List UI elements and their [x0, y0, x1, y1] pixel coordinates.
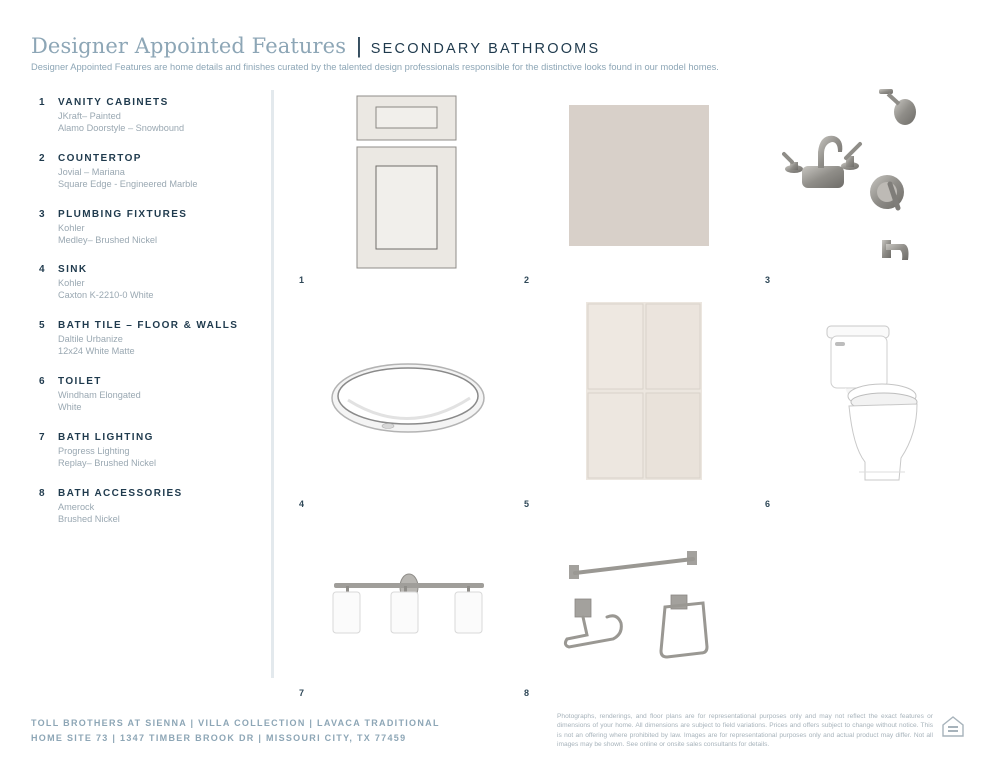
feature-item: [39, 488, 264, 544]
sink-image: [330, 360, 486, 440]
countertop-swatch-image: [569, 105, 709, 246]
equal-housing-opportunity-icon: [941, 714, 965, 738]
footer-line-address: HOME SITE 73 | 1347 TIMBER BROOK DR | MISSOURI CITY, TX 77459: [31, 732, 407, 743]
feature-detail: Jovial – Mariana: [58, 166, 125, 177]
features-list: [39, 97, 264, 543]
footer-disclaimer: Photographs, renderings, and floor plans are for representational purposes only and may not reflect the exact features or dimensions of your home. All dimensions are subject to field variations. Prices and offers subject to change without notice. This is not an offering where prohibited by law. Images are for representational purposes only and actual product may differ. Not all images may be shown. See online or onsite sales consultants for details.: [557, 713, 933, 749]
feature-title: VANITY CABINETS: [58, 97, 169, 108]
footer-community-info: [31, 716, 440, 745]
feature-detail: Amerock: [58, 501, 95, 512]
feature-detail: Kohler: [58, 278, 85, 289]
feature-number: 5: [39, 320, 46, 332]
feature-item: [39, 432, 264, 488]
feature-title: BATH TILE – FLOOR & WALLS: [58, 320, 239, 332]
image-number: 2: [524, 275, 530, 285]
feature-detail: JKraft– Painted: [58, 111, 121, 121]
feature-number: 1: [39, 97, 46, 108]
title-separator: |: [356, 33, 362, 58]
image-number: 7: [299, 688, 305, 698]
image-number: 6: [765, 499, 771, 509]
feature-number: 8: [39, 487, 46, 499]
bath-tile-image: [586, 302, 702, 480]
bath-lighting-image: [330, 573, 486, 637]
feature-item: [39, 97, 264, 153]
feature-number: 2: [39, 152, 46, 164]
intro-text: Designer Appointed Features are home details and finishes curated by the talented design professionals responsible for the distinctive looks found in our model homes.: [31, 62, 719, 72]
feature-title: COUNTERTOP: [58, 152, 142, 164]
image-number: 3: [765, 275, 771, 285]
feature-title: BATH ACCESSORIES: [58, 487, 183, 499]
feature-detail: White: [58, 401, 82, 412]
feature-detail: Medley– Brushed Nickel: [58, 234, 158, 245]
image-number: 1: [299, 275, 305, 285]
feature-number: 6: [39, 375, 46, 387]
feature-item: [39, 264, 264, 320]
feature-title: PLUMBING FIXTURES: [58, 208, 188, 220]
feature-title: BATH LIGHTING: [58, 431, 154, 443]
feature-number: 3: [39, 208, 46, 220]
feature-item: [39, 153, 264, 209]
image-number: 5: [524, 499, 530, 509]
feature-title: SINK: [58, 264, 88, 276]
toilet-image: [825, 322, 920, 484]
feature-item: [39, 376, 264, 432]
bath-accessories-image: [563, 549, 711, 661]
page-title: Designer Appointed Features: [31, 34, 347, 58]
feature-detail: Brushed Nickel: [58, 513, 120, 524]
feature-detail: Windham Elongated: [58, 389, 141, 400]
feature-detail: Replay– Brushed Nickel: [58, 457, 157, 468]
feature-number: 4: [39, 264, 46, 276]
plumbing-fixtures-image: [782, 84, 922, 269]
feature-detail: Alamo Doorstyle – Snowbound: [58, 123, 185, 133]
feature-detail: Square Edge - Engineered Marble: [58, 178, 198, 189]
vanity-cabinet-image: [356, 95, 457, 269]
feature-detail: Progress Lighting: [58, 445, 130, 456]
feature-detail: 12x24 White Matte: [58, 346, 135, 357]
feature-detail: Daltile Urbanize: [58, 334, 123, 345]
feature-item: [39, 320, 264, 376]
feature-title: TOILET: [58, 375, 102, 387]
image-number: 4: [299, 499, 305, 509]
feature-detail: Kohler: [58, 222, 85, 233]
feature-number: 7: [39, 431, 46, 443]
image-number: 8: [524, 688, 530, 698]
vertical-divider: [271, 90, 274, 678]
page-subtitle: SECONDARY BATHROOMS: [370, 41, 601, 57]
footer-line-community: TOLL BROTHERS AT SIENNA | VILLA COLLECTION | LAVACA TRADITIONAL: [31, 718, 440, 728]
feature-detail: Caxton K-2210-0 White: [58, 290, 154, 301]
feature-item: [39, 209, 264, 265]
page-header: [31, 33, 600, 59]
